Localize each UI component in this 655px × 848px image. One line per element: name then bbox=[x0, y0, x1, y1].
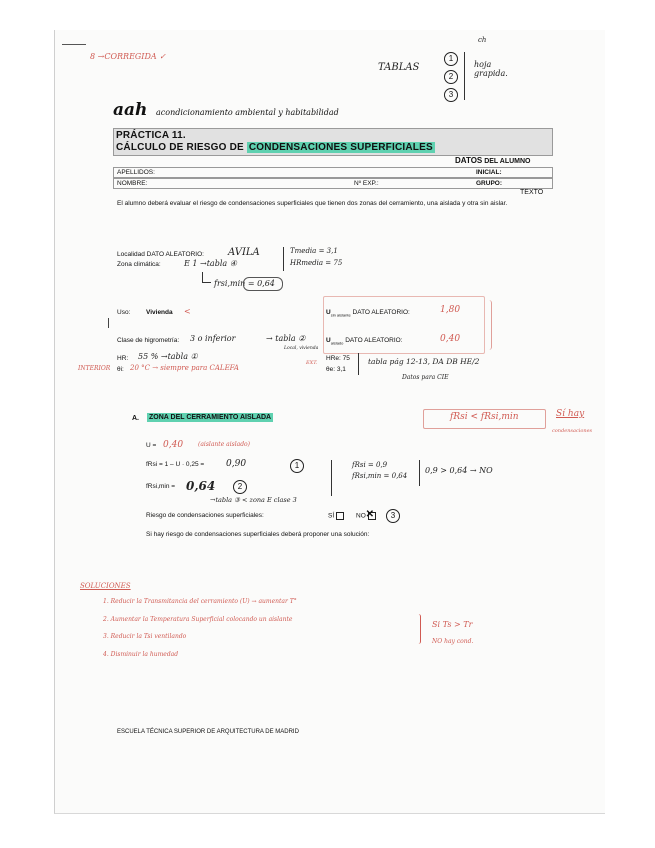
calc-bar bbox=[331, 460, 332, 496]
interior-label: INTERIOR bbox=[78, 365, 111, 372]
hre-value: HRe: 75 bbox=[326, 355, 350, 362]
tabla-circle-3: 3 bbox=[444, 88, 458, 102]
texto-label: TEXTO bbox=[520, 189, 544, 196]
soluciones-heading: SOLUCIONES bbox=[80, 582, 131, 590]
tablas-label: TABLAS bbox=[378, 62, 420, 73]
practice-number: PRÁCTICA 11. bbox=[116, 130, 186, 141]
frsimin-label: fRsi,min = bbox=[146, 483, 176, 490]
tablas-brace bbox=[464, 52, 471, 100]
compare-note: fRsi < fRsi,min bbox=[450, 412, 519, 422]
solucion-1: 1. Reducir la Transmitancia del cerramiento (U) → aumentar T° bbox=[103, 598, 297, 605]
u-value: 0,40 bbox=[163, 440, 184, 450]
zona-value: E 1 →tabla ④ bbox=[184, 259, 237, 268]
si-checkbox[interactable] bbox=[336, 512, 344, 520]
hr-value: 55 % →tabla ① bbox=[138, 352, 198, 361]
si-label: SÍ bbox=[328, 512, 335, 520]
inicial-label: INICIAL: bbox=[476, 169, 502, 176]
u-ais-sub: aislado bbox=[330, 340, 344, 346]
apellidos-row bbox=[113, 167, 553, 178]
frsi-min-circle bbox=[243, 277, 283, 291]
frsi-value: 0,90 bbox=[226, 459, 247, 469]
frsi-label: fRsi = 1 – U · 0,25 = bbox=[146, 461, 205, 468]
theta-e-value: θe: 3,1 bbox=[326, 366, 346, 373]
apellidos-label: APELLIDOS: bbox=[117, 169, 155, 176]
footer-school: ESCUELA TÉCNICA SUPERIOR DE ARQUITECTURA DE MADRID bbox=[117, 729, 299, 735]
step-circle-3: 3 bbox=[386, 509, 400, 523]
u-sin-label bbox=[326, 309, 410, 317]
datos-heading bbox=[455, 156, 531, 165]
title-highlight: CONDENSACIONES SUPERFICIALES bbox=[248, 142, 433, 153]
solucion-4: 4. Disminuir la humedad bbox=[103, 651, 179, 658]
calc-bar-2 bbox=[419, 460, 420, 486]
nombre-label: NOMBRE: bbox=[117, 180, 148, 187]
u-ais-symbol: U bbox=[326, 337, 331, 344]
zona-label: Zona climática: bbox=[117, 261, 161, 268]
u-note: (aislante aislado) bbox=[198, 441, 251, 448]
solucion-3: 3. Reducir la Tsi ventilando bbox=[103, 633, 187, 640]
solution-brace bbox=[416, 614, 421, 644]
ext-brace bbox=[358, 353, 363, 375]
margin-mark bbox=[108, 318, 109, 328]
u-ais-label bbox=[326, 337, 403, 345]
tablas-note-top: ch bbox=[478, 36, 487, 44]
tabla-circle-1: 1 bbox=[444, 52, 458, 66]
section-a-letter: A. bbox=[132, 415, 139, 422]
riesgo-label: Riesgo de condensaciones superficiales: bbox=[146, 512, 264, 519]
frsimin-value: 0,64 bbox=[186, 479, 216, 493]
ext-label: EXT. bbox=[306, 360, 318, 366]
hr-label: HR: bbox=[117, 355, 129, 362]
uso-value: Vivienda bbox=[146, 309, 173, 316]
theta-label: θi: bbox=[117, 366, 124, 373]
no-checkbox[interactable] bbox=[365, 509, 376, 520]
solucion-prompt: Si hay riesgo de condensaciones superficiales deberá proponer una solución: bbox=[146, 531, 370, 538]
nombre-row bbox=[113, 178, 553, 189]
grupo-label: GRUPO: bbox=[476, 180, 502, 187]
theta-value: 20 °C → siempre para CALEFA bbox=[130, 364, 239, 372]
hr-media: HRmedia = 75 bbox=[290, 259, 343, 267]
solution-side-note-1: Si Ts > Tr bbox=[432, 620, 473, 629]
u-sin-value: 1,80 bbox=[440, 305, 461, 315]
si-hay-note: Sí hay bbox=[556, 409, 585, 419]
logo-tagline: acondicionamiento ambiental y habitabilidad bbox=[156, 108, 339, 117]
no-label: NO bbox=[356, 512, 366, 520]
step-circle-2: 2 bbox=[233, 480, 247, 494]
u-label: U = bbox=[146, 442, 157, 449]
practice-title bbox=[116, 142, 435, 153]
u-sin-symbol: U bbox=[326, 309, 331, 316]
localidad-label: Localidad DATO ALEATORIO: bbox=[117, 251, 204, 258]
u-values-box bbox=[323, 296, 485, 354]
si-option bbox=[328, 512, 344, 520]
solution-side-note-2: NO hay cond. bbox=[432, 638, 474, 645]
location-brace bbox=[283, 247, 288, 271]
u-ais-suffix: DATO ALEATORIO: bbox=[343, 337, 403, 344]
no-check-mark: ✕ bbox=[365, 509, 374, 520]
calc-result: 0,9 > 0,64 → NO bbox=[425, 466, 493, 475]
t-media: Tmedia = 3,1 bbox=[290, 247, 338, 255]
calc-a: fRsi = 0,9 bbox=[352, 461, 388, 469]
title-prefix: CÁLCULO DE RIESGO DE bbox=[116, 142, 247, 153]
datos-label: DATOS bbox=[455, 156, 483, 165]
u-brace bbox=[486, 300, 492, 350]
handwritten-dash bbox=[62, 44, 86, 45]
exp-label: Nº EXP.: bbox=[354, 180, 379, 187]
calc-b: fRsi,min = 0,64 bbox=[352, 472, 408, 480]
tabla-note: tabla pág 12-13, DA DB HE/2 bbox=[368, 357, 480, 366]
logo-mark: aah bbox=[113, 100, 148, 120]
u-ais-value: 0,40 bbox=[440, 334, 461, 344]
higrometria-note: Local, vivienda bbox=[284, 346, 319, 351]
higrometria-label: Clase de higrometría: bbox=[117, 337, 180, 344]
higrometria-arrow: → tabla ② bbox=[266, 334, 306, 343]
step-circle-1: 1 bbox=[290, 459, 304, 473]
corrected-note: 8 →CORREGIDA ✓ bbox=[90, 52, 166, 61]
solucion-2: 2. Aumentar la Temperatura Superficial colocando un aislante bbox=[103, 616, 293, 623]
condensaciones-note: condensaciones bbox=[552, 428, 593, 434]
tabla-circle-2: 2 bbox=[444, 70, 458, 84]
section-a-title: ZONA DEL CERRAMIENTO AISLADA bbox=[149, 414, 272, 421]
u-sin-suffix: DATO ALEATORIO: bbox=[350, 309, 410, 316]
frsimin-note: →tabla ③ < zona E clase 3 bbox=[210, 496, 297, 504]
u-sin-sub: sin aislante bbox=[330, 312, 351, 318]
localidad-value: AVILA bbox=[228, 247, 260, 258]
higrometria-value: 3 o inferior bbox=[190, 334, 236, 343]
tablas-note: hoja grapida. bbox=[474, 60, 508, 78]
frsi-min-note: frsi,min = 0,64 bbox=[214, 279, 275, 288]
no-option bbox=[356, 509, 376, 520]
intro-text: El alumno deberá evaluar el riesgo de condensaciones superficiales que tienen dos zonas del cerramiento, una aislada y otra sin aislar. bbox=[117, 200, 508, 207]
uso-arrow: < bbox=[184, 307, 191, 316]
datos-suffix: DEL ALUMNO bbox=[482, 158, 531, 165]
uso-label: Uso: bbox=[117, 309, 131, 316]
datos-cie-note: Datos para CIE bbox=[402, 374, 449, 381]
arrow-corner bbox=[202, 272, 211, 283]
